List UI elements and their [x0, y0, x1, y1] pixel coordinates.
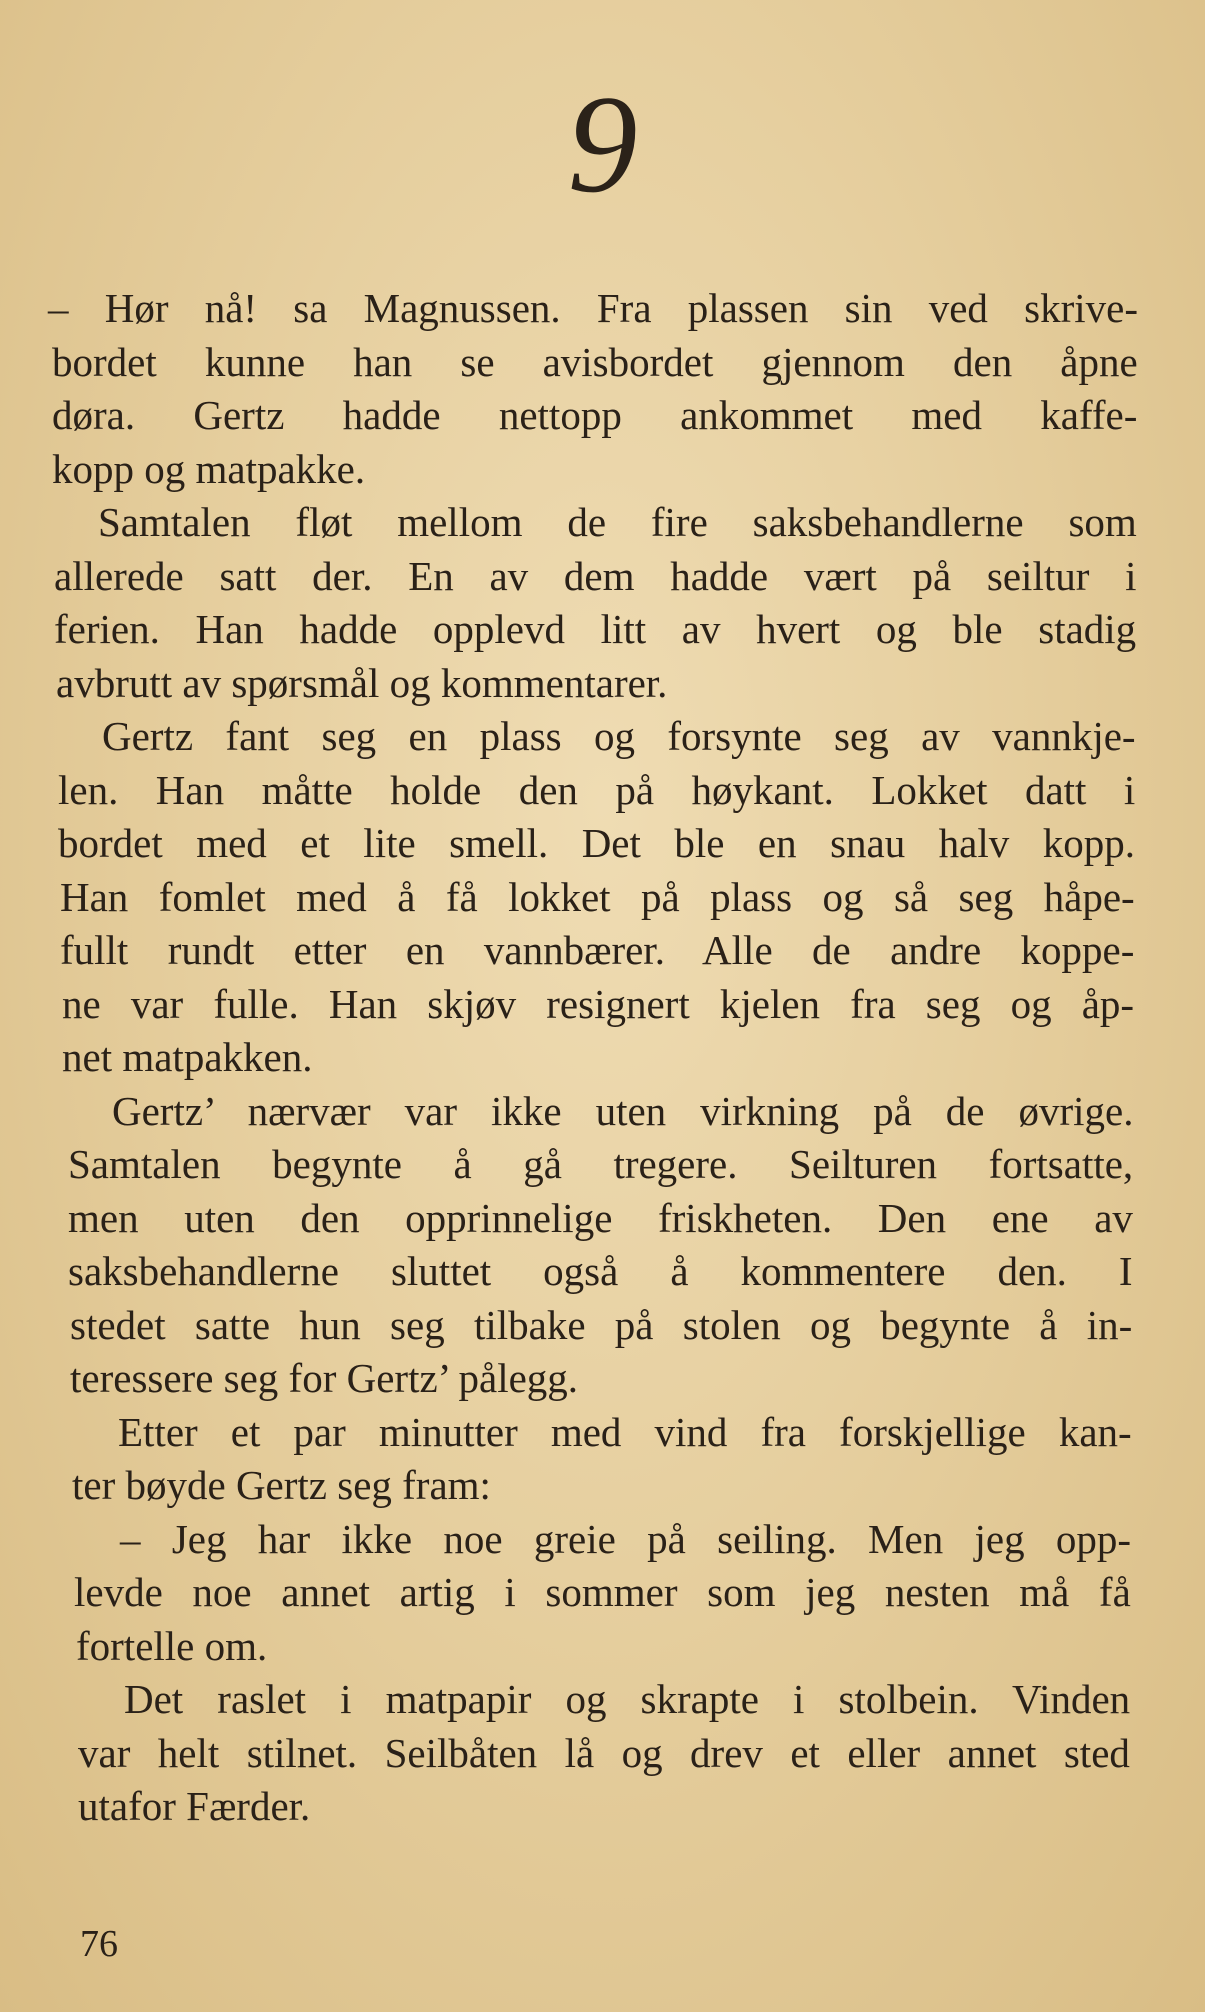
text-line: kopp og matpakke.	[52, 445, 366, 492]
text-line: fortelle om.	[76, 1622, 268, 1669]
text-line: utafor Færder.	[78, 1783, 311, 1829]
text-line: teressere seg for Gertz’ pålegg.	[70, 1355, 579, 1401]
text-line: Gertz fant seg en plass og forsynte seg av vannkje-	[102, 713, 1136, 759]
page-number: 76	[80, 1923, 118, 1965]
text-line: stedet satte hun seg tilbake på stolen og begynte å in-	[70, 1301, 1133, 1348]
text-line: ter bøyde Gertz seg fram:	[72, 1462, 491, 1508]
text-line: allerede satt der. En av dem hadde vært på seiltur i	[54, 552, 1137, 599]
text-line: bordet med et lite smell. Det ble en snau halv kopp.	[58, 820, 1135, 866]
text-line: net matpakken.	[62, 1034, 313, 1080]
text-line: Det raslet i matpapir og skrapte i stolbein. Vinden	[124, 1676, 1131, 1722]
text-line: bordet kunne han se avisbordet gjennom den åpne	[52, 338, 1138, 385]
chapter-number: 9	[567, 67, 638, 222]
text-line: avbrutt av spørsmål og kommentarer.	[56, 659, 668, 706]
text-line: Etter et par minutter med vind fra forskjellige kan-	[118, 1408, 1132, 1455]
text-line: fullt rundt etter en vannbærer. Alle de andre koppe-	[60, 927, 1135, 973]
text-line: Gertz’ nærvær var ikke uten virkning på de øvrige.	[112, 1087, 1134, 1134]
text-line: ne var fulle. Han skjøv resignert kjelen fra seg og åp-	[62, 980, 1135, 1027]
text-line: saksbehandlerne sluttet også å kommentere den. I	[68, 1248, 1133, 1294]
text-line: len. Han måtte holde den på høykant. Lokket datt i	[58, 766, 1136, 813]
text-line: levde noe annet artig i sommer som jeg nesten må få	[74, 1569, 1131, 1615]
text-line: Samtalen fløt mellom de fire saksbehandlerne som	[98, 499, 1137, 545]
text-line: – Jeg har ikke noe greie på seiling. Men jeg opp-	[120, 1515, 1132, 1562]
text-line: men uten den opprinnelige friskheten. Den ene av	[68, 1194, 1133, 1241]
body-text	[48, 282, 1138, 1834]
text-line: – Hør nå! sa Magnussen. Fra plassen sin ved skrive-	[48, 285, 1138, 331]
text-line: døra. Gertz hadde nettopp ankommet med kaffe-	[52, 392, 1138, 438]
text-line: Han fomlet med å få lokket på plass og så seg håpe-	[60, 873, 1135, 920]
text-line: var helt stilnet. Seilbåten lå og drev et eller annet sted	[78, 1729, 1130, 1776]
text-line: Samtalen begynte å gå tregere. Seilturen fortsatte,	[68, 1141, 1134, 1187]
text-line: ferien. Han hadde opplevd litt av hvert og ble stadig	[54, 606, 1137, 652]
